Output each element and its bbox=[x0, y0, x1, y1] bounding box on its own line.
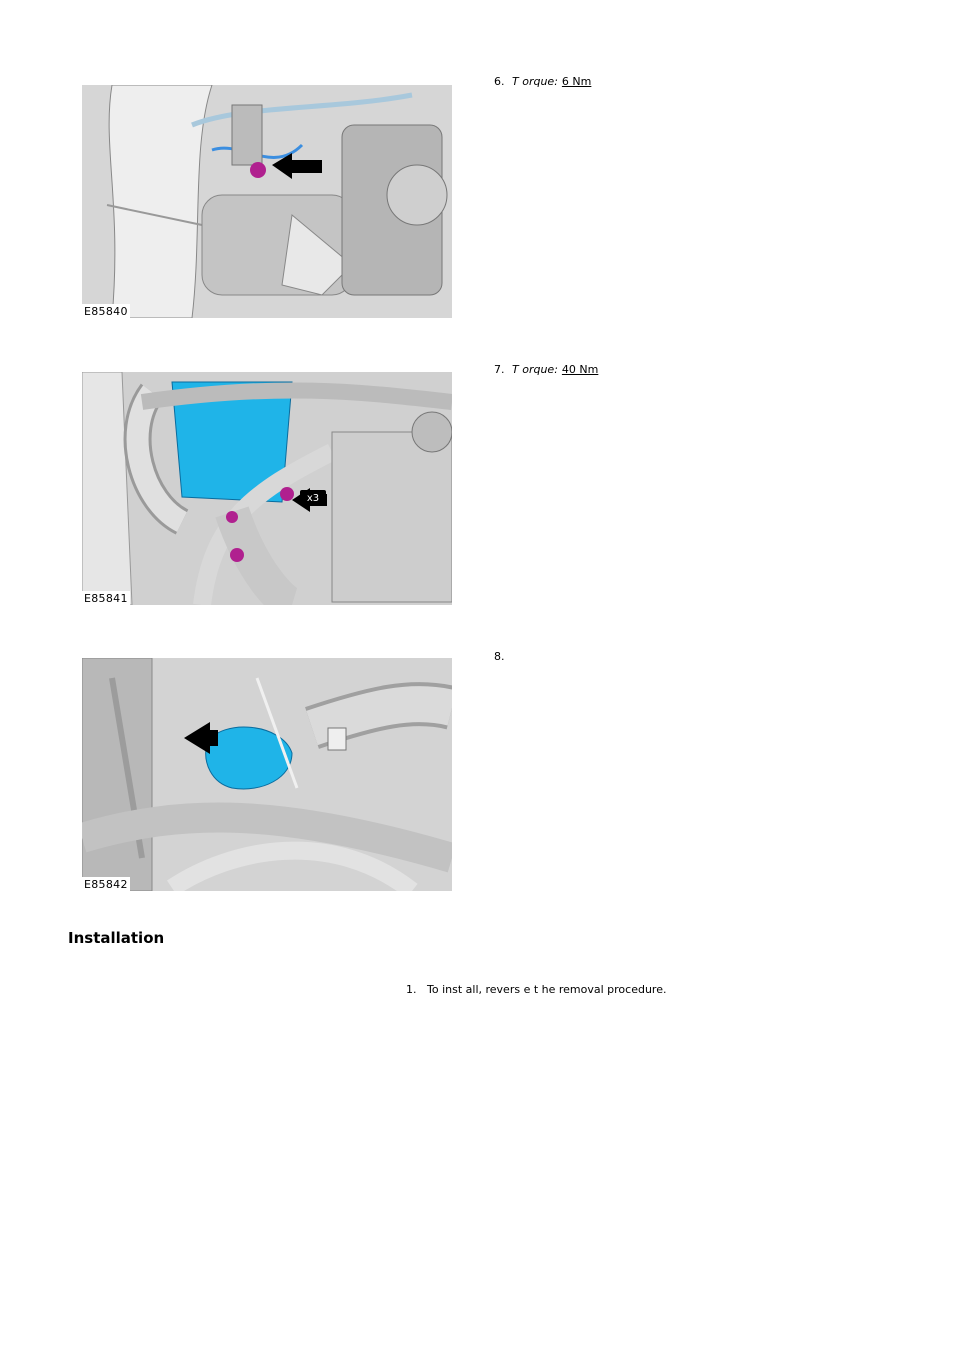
bolt-icon bbox=[230, 548, 244, 562]
step-6 bbox=[494, 75, 591, 89]
step-8 bbox=[494, 650, 512, 664]
installation-step-1 bbox=[406, 983, 666, 997]
figure-e85842 bbox=[82, 658, 452, 891]
figure-label: E85841 bbox=[84, 592, 128, 605]
figure-label: E85840 bbox=[84, 305, 128, 318]
step-text: To inst all, revers e t he removal procedure. bbox=[427, 983, 667, 996]
figure-label: E85842 bbox=[84, 878, 128, 891]
callout-text: x3 bbox=[306, 493, 320, 504]
section-title-installation: Installation bbox=[68, 929, 165, 947]
step-number: 8. bbox=[494, 650, 505, 663]
figure-e85840 bbox=[82, 85, 452, 318]
torque-value-link[interactable]: 6 Nm bbox=[561, 75, 592, 88]
step-7 bbox=[494, 363, 598, 377]
torque-label: T orque: bbox=[512, 75, 558, 88]
engine-illustration-3 bbox=[82, 658, 452, 891]
figure-e85841 bbox=[82, 372, 452, 605]
step-number: 7. bbox=[494, 363, 505, 376]
engine-illustration-2 bbox=[82, 372, 452, 605]
step-number: 6. bbox=[494, 75, 505, 88]
step-number: 1. bbox=[406, 983, 417, 996]
bolt-icon bbox=[280, 487, 294, 501]
torque-label: T orque: bbox=[512, 363, 558, 376]
bolt-icon bbox=[226, 511, 238, 523]
bolt-icon bbox=[250, 162, 266, 178]
torque-value-link[interactable]: 40 Nm bbox=[561, 363, 599, 376]
engine-illustration-1 bbox=[82, 85, 452, 318]
